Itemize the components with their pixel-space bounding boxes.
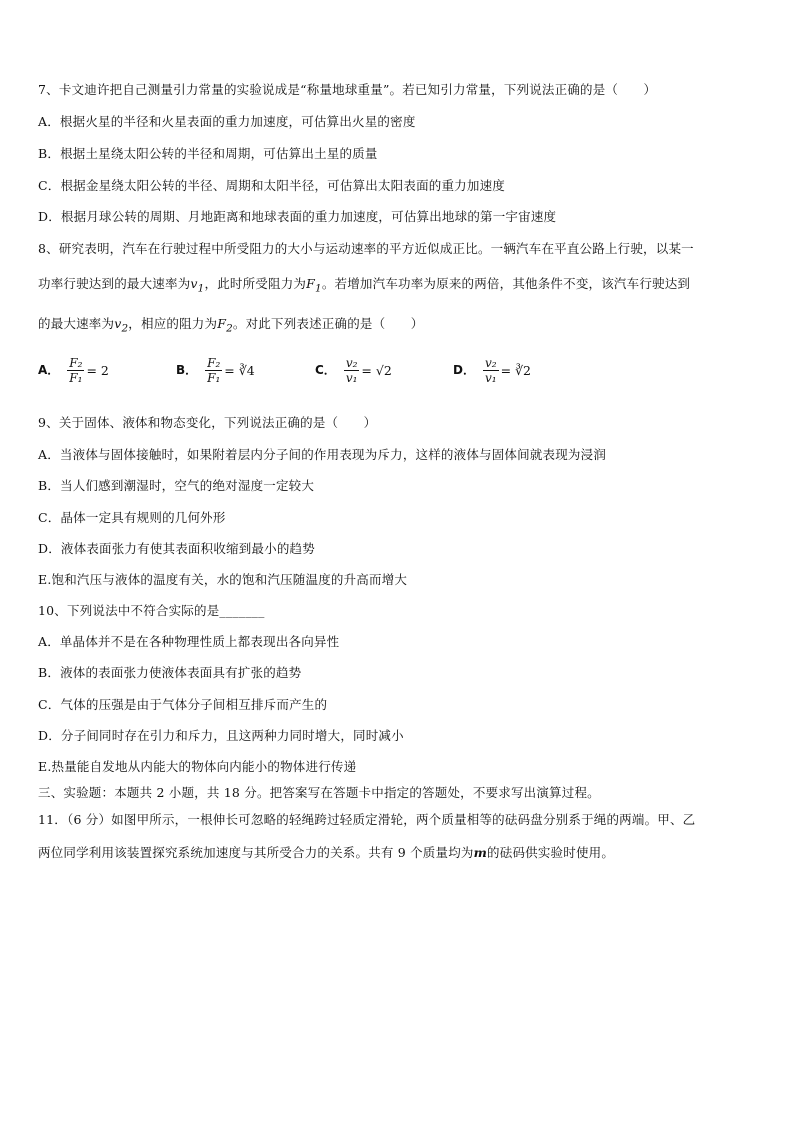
var-F2-base: F [217,316,227,331]
q11-line2-post: 的砝码供实验时使用。 [487,845,615,860]
q8-option-b-denominator: F₁ [207,371,221,385]
q8-option-c-label: C． [315,363,336,377]
q10-option-c: C．气体的压强是由于气体分子间相互排斥而产生的 [38,697,328,712]
q8-option-c-numerator: v₂ [345,356,358,370]
var-F1 [306,276,322,295]
q8-option-d-numerator: v₂ [484,356,497,370]
q8-option-d-fraction [483,356,499,385]
q9-option-b: B．当人们感到潮湿时，空气的绝对湿度一定较大 [38,478,315,493]
q9-stem: 9、关于固体、液体和物态变化，下列说法正确的是（ ） [38,415,377,430]
q9-option-e: E.饱和汽压与液体的温度有关，水的饱和汽压随温度的升高而增大 [38,572,408,587]
q10-option-b: B．液体的表面张力使液体表面具有扩张的趋势 [38,665,302,680]
q10-option-e: E.热量能自发地从内能大的物体向内能小的物体进行传递 [38,759,357,774]
q8-option-b-fraction [205,356,222,385]
q8-option-a-label: A． [38,363,60,377]
q9-option-a: A．当液体与固体接触时，如果附着层内分子间的作用表现为斥力，这样的液体与固体间就表现为浸润 [38,447,607,462]
q10-option-d: D．分子间同时存在引力和斥力，且这两种力同时增大，同时减小 [38,728,404,743]
q8-option-c-rhs: = √2 [361,362,392,378]
q11-line1: 11．（6 分）如图甲所示，一根伸长可忽略的轻绳跨过轻质定滑轮，两个质量相等的砝码盘分别系于绳的两端。甲、乙 [38,812,696,827]
section-heading: 三、实验题：本题共 2 小题，共 18 分。把答案写在答题卡中指定的答题处，不要求写出演算过程。 [38,785,600,800]
q8-option-b-label: B． [176,363,198,377]
q8-option-b-rhs: = ∛4 [224,362,255,378]
var-v1-sub: 1 [197,282,205,295]
var-F1-sub: 1 [314,282,322,295]
q7-option-c: C．根据金星绕太阳公转的半径、周期和太阳半径，可估算出太阳表面的重力加速度 [38,178,505,193]
var-F2-sub: 2 [226,322,233,335]
var-F1-base: F [306,276,315,291]
q11-line2-pre: 两位同学利用该装置探究系统加速度与其所受合力的关系。共有 9 个质量均为 [38,845,474,860]
q8-line2-pre: 功率行驶达到的最大速率为 [38,276,191,291]
q8-option-d-label: D． [453,363,475,377]
q8-option-a-rhs: = 2 [86,362,109,378]
q7-option-d: D．根据月球公转的周期、月地距离和地球表面的重力加速度，可估算出地球的第一宇宙速度 [38,209,557,224]
q8-option-d [453,356,531,385]
q11-line2 [38,845,614,861]
var-m: m [473,845,488,860]
q8-line3-post: 。对此下列表述正确的是（ ） [232,316,424,331]
q8-line2-post: 。若增加汽车功率为原来的两倍，其他条件不变，该汽车行驶达到 [321,276,691,291]
q8-line3-pre: 的最大速率为 [38,316,115,331]
q10-option-a: A．单晶体并不是在各种物理性质上都表现出各向异性 [38,634,340,649]
q9-option-c: C．晶体一定具有规则的几何外形 [38,510,226,525]
q7-option-b: B．根据土星绕太阳公转的半径和周期，可估算出土星的质量 [38,146,378,161]
q8-line3-mid: ，相应的阻力为 [128,316,218,331]
q8-option-d-rhs: = ∛2 [500,362,531,378]
q8-option-c-denominator: v₁ [345,371,358,385]
q9-option-d: D．液体表面张力有使其表面积收缩到最小的趋势 [38,541,315,556]
q10-stem: 10、下列说法中不符合实际的是_______ [38,603,265,618]
var-v2-base: v [114,316,122,331]
q8-line2-mid: ，此时所受阻力为 [204,276,307,291]
var-v2 [114,316,129,335]
q8-line2 [38,276,690,297]
var-v2-sub: 2 [121,322,129,335]
var-v1 [190,276,205,295]
q8-line1: 8、研究表明，汽车在行驶过程中所受阻力的大小与运动速率的平方近似成正比。一辆汽车在平直公路上行驶，以某一 [38,241,694,256]
var-v1-base: v [190,276,198,291]
q7-stem: 7、卡文迪许把自己测量引力常量的实验说成是“称量地球重量”。若已知引力常量，下列说法正确的是（ ） [38,82,657,97]
q8-option-a [38,356,109,385]
q8-option-a-denominator: F₁ [69,371,83,385]
q8-option-a-numerator: F₂ [69,356,83,370]
q8-option-c [315,356,392,385]
q8-option-b [176,356,255,385]
var-F2 [217,316,233,335]
q8-option-b-numerator: F₂ [207,356,221,370]
q8-option-c-fraction [344,356,360,385]
q8-option-a-fraction [67,356,84,385]
q7-option-a: A．根据火星的半径和火星表面的重力加速度，可估算出火星的密度 [38,114,416,129]
q8-option-d-denominator: v₁ [484,371,497,385]
q8-line3 [38,316,423,337]
